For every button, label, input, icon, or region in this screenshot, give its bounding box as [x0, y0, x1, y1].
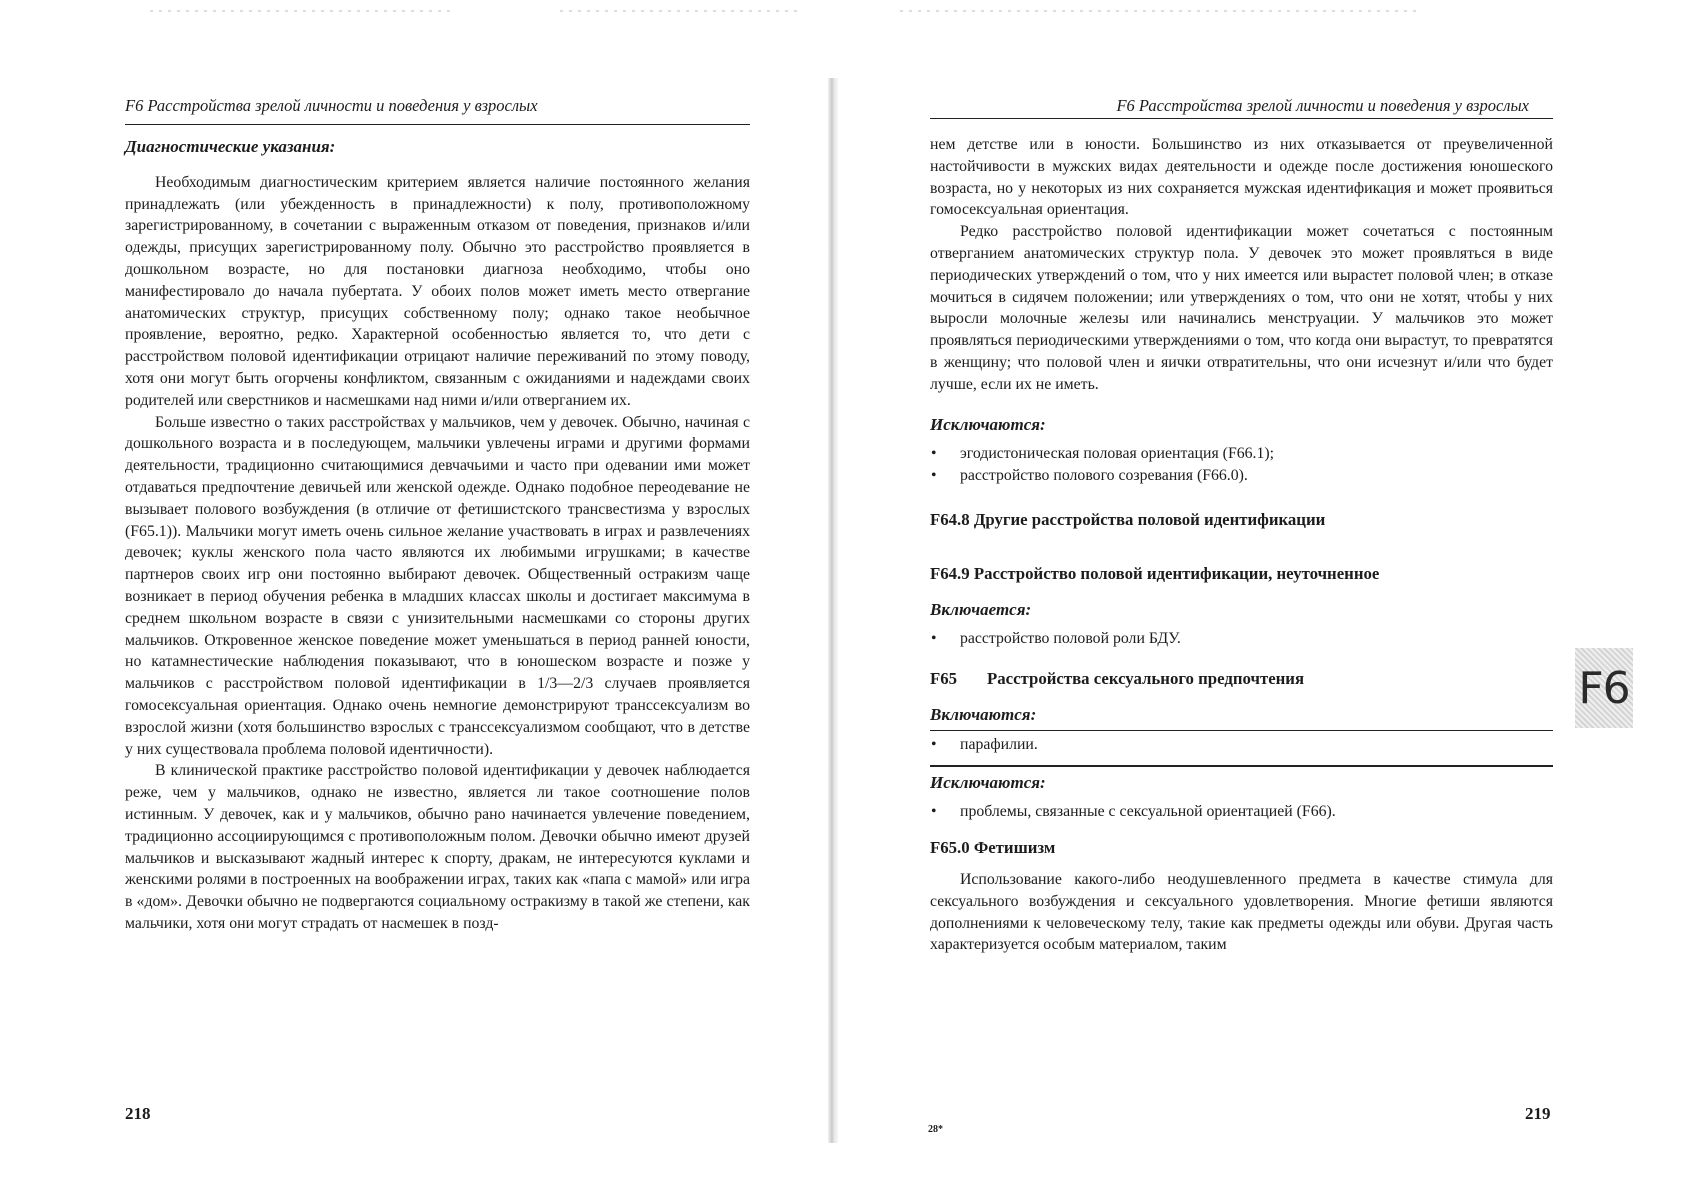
page-number: 218: [125, 1104, 151, 1123]
header-rule: [930, 118, 1553, 119]
chapter-thumb-tab: [1575, 648, 1633, 728]
excludes-label: Исключаются:: [930, 772, 1046, 792]
excludes-list: [930, 443, 1553, 487]
paragraph: нем детстве или в юности. Большинство из них отказывается от преувеличенной настойчивости в мужских видах деятельности и одежде после достижения юношеского возраста, но у некоторых из них сохраняется мужская идентификация и может проявиться гомосексуальная ориентация.: [930, 136, 1553, 219]
heading-title: Расстройства сексуального предпочтения: [987, 669, 1305, 689]
thumb-tab-label: F6: [1578, 662, 1630, 714]
list-item: • расстройство половой роли БДУ.: [930, 628, 1553, 650]
list-item: • эгодистоническая половая ориентация (F66.1);: [930, 443, 1553, 465]
page-number: 219: [1525, 1104, 1551, 1123]
list-item: • проблемы, связанные с сексуальной ориентацией (F66).: [930, 801, 1553, 823]
right-text-block: [930, 134, 1553, 956]
section-rule-bottom: [930, 765, 1553, 767]
left-text-block: [125, 136, 750, 935]
paragraph: Необходимым диагностическим критерием является наличие постоянного желания принадлежать (или убежденность в принадлежности) к полу, противоположному зарегистрированному, в сочетании с выраженным отказом от поведения, признаков и/или одежды, присущих зарегистрированному полу. Обычно это расстройство проявляется в дошкольном возрасте, но для постановки диагноза необходимо, чтобы оно манифестировало до начала пубертата. У обоих полов может иметь место отвергание анатомических структур, присущих собственному полу; однако такое необычное проявление, вероятно, редко. Характерной особенностью является то, что дети с расстройством половой идентификации отрицают наличие переживаний по этому поводу, хотя они могут быть огорчены конфликтом, связанным с ожиданиями и надеждами своих родителей или сверстников и насмешками над ними и/или отверганием их.: [125, 173, 750, 409]
list-item: • расстройство полового созревания (F66.0).: [930, 465, 1553, 487]
paragraph: Редко расстройство половой идентификации может сочетаться с постоянным отверганием анатомических структур пола. У девочек это может проявляться в виде периодических утверждений о том, что у них имеется или вырастет половой член; в отказе мочиться в сидячем положении; или утверждениях о том, что они не хотят, чтобы у них выросли молочные железы или начинались менструации. У мальчиков это может проявляться периодическими утверждениями о том, что когда они вырастут, то превратятся в женщину; что половой член и яички отвратительны, что они исчезнут и/или что будет лучше, если их не иметь.: [930, 223, 1553, 393]
signature-mark: 28*: [928, 1124, 943, 1135]
heading-f64-8: F64.8 Другие расстройства половой идентификации: [930, 509, 1326, 529]
heading-f65-0: F65.0 Фетишизм: [930, 838, 1056, 858]
paragraph: В клинической практике расстройство половой идентификации у девочек наблюдается реже, чем у мальчиков, однако не известно, является ли такое соотношение полов истинным. У девочек, как и у мальчиков, обычно рано начинается увлечение поведением, традиционно ассоциирующимся с противоположным полом. Девочки обычно имеют друзей мальчиков и высказывают жадный интерес к спорту, дракам, не интересуются куклами и женскими ролями в построенных на воображении играх, таких как «папа с мамой» или игра в «дом». Девочки обычно не подвергаются социальному остракизму в такой же степени, как мальчики, хотя они могут страдать от насмешек в позд-: [125, 762, 750, 932]
section-rule-top: [930, 730, 1553, 731]
excludes-list: [930, 801, 1553, 823]
includes-label: Включается:: [930, 599, 1032, 619]
running-head: F6 Расстройства зрелой личности и поведения у взрослых: [125, 96, 538, 115]
list-item: • парафилии.: [930, 734, 1553, 756]
includes-list: [930, 734, 1553, 756]
includes-label: Включаются:: [930, 704, 1037, 724]
paragraph: Использование какого-либо неодушевленного предмета в качестве стимула для сексуального возбуждения и сексуального удовлетворения. Многие фетиши являются дополнениями к человеческому телу, такие как предметы одежды или обуви. Другая часть характеризуется особым материалом, таким: [930, 870, 1553, 954]
heading-f65: [930, 668, 1553, 690]
left-page: [0, 0, 830, 1198]
section-title: Диагностические указания:: [125, 137, 336, 156]
right-page: [830, 0, 1684, 1198]
excludes-label: Исключаются:: [930, 414, 1046, 434]
paragraph: Больше известно о таких расстройствах у мальчиков, чем у девочек. Обычно, начиная с дошкольного возраста и в последующем, мальчики увлечены играми и другими формами деятельности, традиционно считающимися девчачьими и часто при одевании ими может отдаваться предпочтение девичьей или женской одежде. Однако подобное переодевание не вызывает полового возбуждения (в отличие от фетишистского трансвестизма у взрослых (F65.1)). Мальчики могут иметь очень сильное желание участвовать в играх и развлечениях девочек; куклы женского пола часто являются их любимыми игрушками; в качестве партнеров своих игр они постоянно выбирают девочек. Общественный остракизм чаще возникает в период обучения ребенка в младших классах школы и достигает максимума в среднем школьном возрасте в связи с унизительными насмешками со стороны других мальчиков. Откровенное женское поведение может уменьшаться в период ранней юности, но катамнестические наблюдения показывают, что в юношеском возрасте и позже у мальчиков с расстройством половой идентификации в 1/3—2/3 случаев проявляется гомосексуальная ориентация. Однако очень немногие демонстрируют транссексуализм во взрослой жизни (хотя большинство взрослых с транссексуализмом сообщают, что в детстве у них существовала проблема половой идентичности).: [125, 413, 750, 758]
header-rule: [125, 124, 750, 125]
heading-code: F65: [930, 669, 958, 689]
running-head: F6 Расстройства зрелой личности и поведения у взрослых: [1116, 96, 1529, 115]
includes-list: [930, 628, 1553, 650]
heading-f64-9: F64.9 Расстройство половой идентификации, неуточненное: [930, 563, 1380, 583]
